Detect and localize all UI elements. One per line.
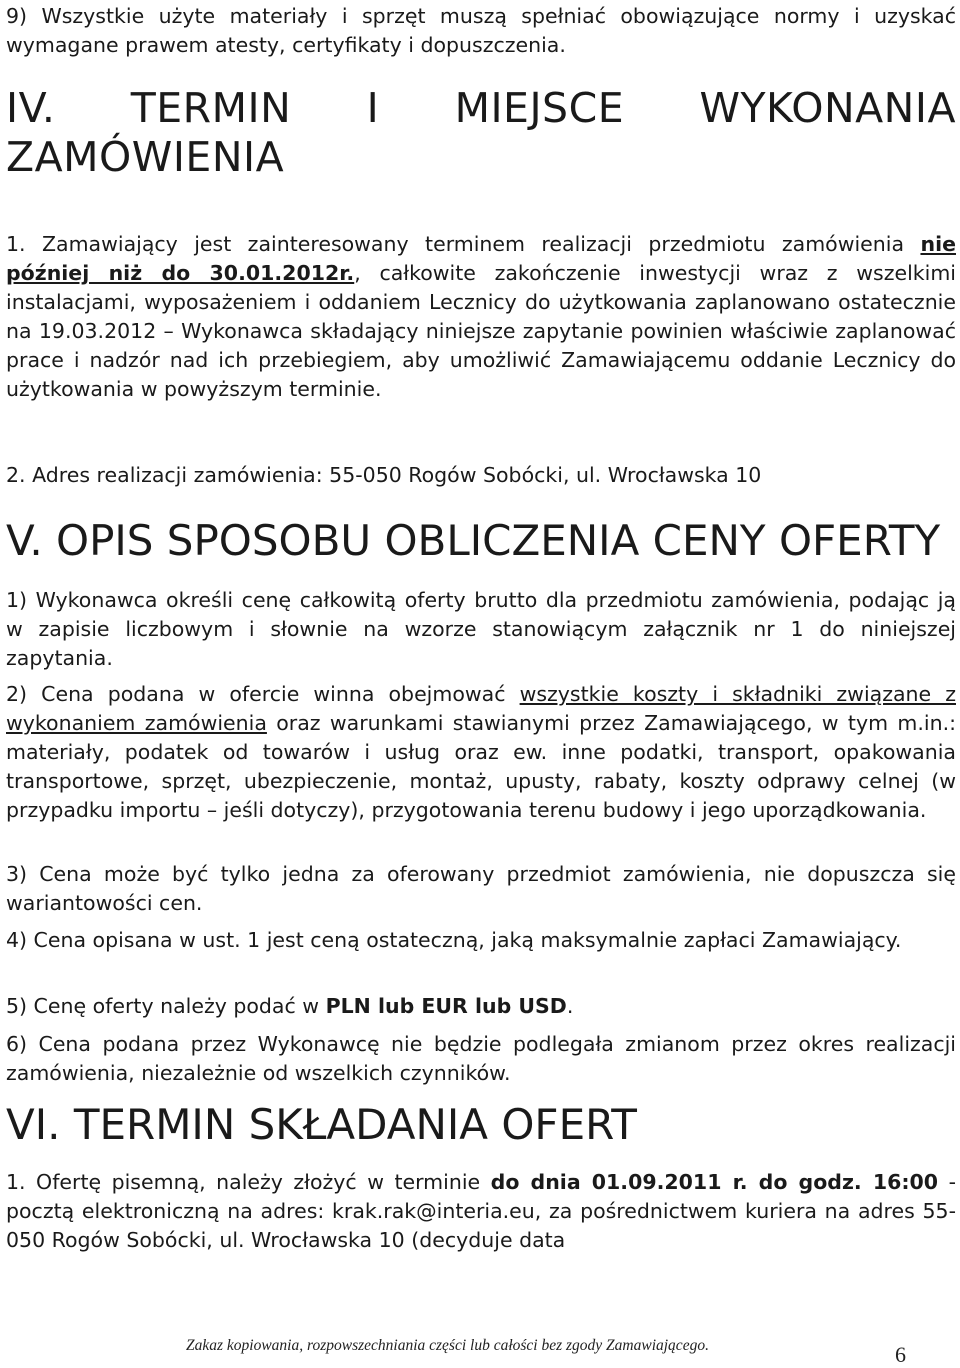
section4-heading-line2: ZAMÓWIENIA (6, 133, 285, 182)
section5-item4: 4) Cena opisana w ust. 1 jest ceną ostateczną, jaką maksymalnie zapłaci Zamawiający. (6, 928, 902, 952)
section6-item1-deadline: do dnia 01.09.2011 r. do godz. 16:00 (490, 1170, 939, 1194)
section6-heading: VI. TERMIN SKŁADANIA OFERT (6, 1100, 637, 1149)
section5-item5-text-cont: . (566, 994, 574, 1018)
section5-item2-underlined: wszystkie koszty i składniki związane z wykonaniem zamówienia (6, 682, 956, 735)
section4-item1 (6, 230, 956, 404)
section5-item2-text-cont: oraz warunkami stawianymi przez Zamawiającego, w tym m.in.: materiały, podatek od towarów i usług oraz ew. inne podatki, transport, opakowania transportowe, sprzęt, ubezpieczenie, montaż, upusty, rabaty, koszty odprawy celnej (w przypadku importu – jeśli dotyczy), przygotowania terenu budowy i jego uporządkowania. (6, 711, 956, 822)
section5-item5-currencies: PLN lub EUR lub USD (325, 994, 567, 1018)
section5-heading: V. OPIS SPOSOBU OBLICZENIA CENY OFERTY (6, 516, 941, 565)
section5-item5 (6, 992, 956, 1021)
section3-item9: 9) Wszystkie użyte materiały i sprzęt muszą spełniać obowiązujące normy i uzyskać wymagane prawem atesty, certyfikaty i dopuszczenia. (6, 4, 956, 57)
section4-heading-word1: TERMIN (130, 84, 292, 132)
section6-item1-text: 1. Ofertę pisemną, należy złożyć w terminie (6, 1170, 491, 1194)
section4-heading-word2: I (366, 84, 380, 132)
section5-item6: 6) Cena podana przez Wykonawcę nie będzie podlegała zmianom przez okres realizacji zamówienia, niezależnie od wszelkich czynników. (6, 1032, 956, 1085)
section6-item1-text-cont: - pocztą elektroniczną na adres: krak.rak@interia.eu, za pośrednictwem kuriera na adres 55-050 Rogów Sobócki, ul. Wrocławska 10 (decyduje data (6, 1170, 956, 1252)
section4-heading-numeral: IV. (6, 84, 56, 132)
section4-heading-word3: MIEJSCE (454, 84, 625, 132)
section4-item1-text-cont: , całkowite zakończenie inwestycji wraz z wszelkimi instalacjami, wyposażeniem i oddaniem Lecznicy do użytkowania zaplanowano ostatecznie na 19.03.2012 – Wykonawca składający niniejsze zapytanie powinien właściwie zaplanować prace i nadzór nad ich przebiegiem, aby umożliwić Zamawiającemu oddanie Lecznicy do użytkowania w powyższym terminie. (6, 261, 957, 401)
section5-item3: 3) Cena może być tylko jedna za oferowany przedmiot zamówienia, nie dopuszcza się wariantowości cen. (6, 862, 956, 915)
section5-item1: 1) Wykonawca określi cenę całkowitą oferty brutto dla przedmiotu zamówienia, podając ją w zapisie liczbowym i słownie na wzorze stanowiącym załącznik nr 1 do niniejszej zapytania. (6, 588, 956, 670)
footer-notice: Zakaz kopiowania, rozpowszechniania części lub całości bez zgody Zamawiającego. (186, 1337, 709, 1354)
section4-item1-text: 1. Zamawiający jest zainteresowany terminem realizacji przedmiotu zamówienia (6, 232, 921, 256)
section4-heading (6, 84, 956, 182)
section4-item2: 2. Adres realizacji zamówienia: 55-050 Rogów Sobócki, ul. Wrocławska 10 (6, 463, 762, 487)
section5-item2 (6, 680, 956, 825)
section5-item2-text: 2) Cena podana w ofercie winna obejmować (6, 682, 520, 706)
page-number: 6 (895, 1342, 906, 1367)
section4-item1-deadline: nie później niż do 30.01.2012r. (6, 232, 956, 285)
section4-heading-word4: WYKONANIA (699, 84, 956, 132)
section6-item1 (6, 1168, 956, 1255)
section5-item5-text: 5) Cenę oferty należy podać w (6, 994, 326, 1018)
